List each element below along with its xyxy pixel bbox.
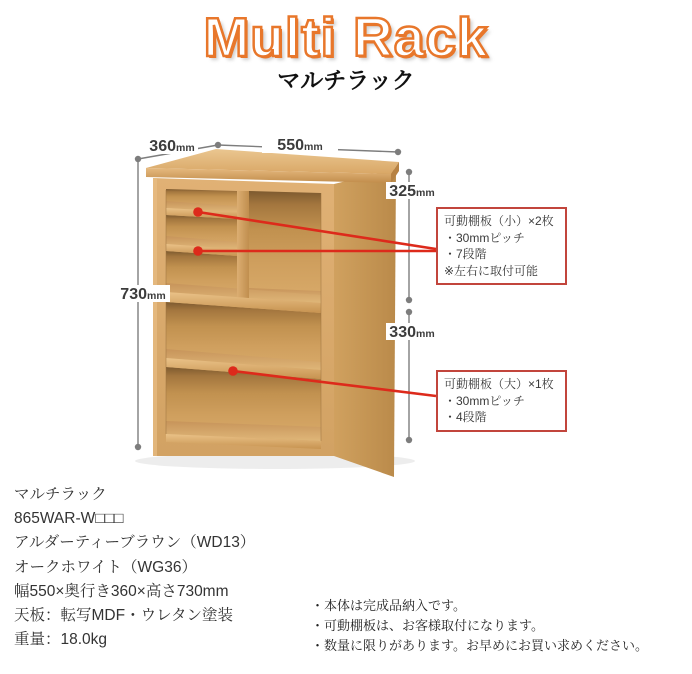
purchase-notes: [311, 596, 648, 655]
dimension-upper-label: 325mm: [389, 183, 435, 200]
note-line: ・可動棚板は、お客様取付になります。: [311, 617, 544, 633]
callout-line: ・4段階: [444, 410, 487, 424]
product-specs: [14, 483, 255, 652]
callout-line: 可動棚板（小）×2枚: [444, 214, 554, 228]
note-line: ・数量に限りがあります。お早めにお買い求めください。: [311, 637, 648, 653]
dimension-width-label: 550mm: [277, 137, 323, 154]
page-title: Multi Rack: [203, 6, 489, 68]
spec-size: 幅550×奥行き360×高さ730mm: [14, 582, 229, 600]
cabinet-body: [135, 149, 415, 477]
note-line: ・本体は完成品納入です。: [311, 598, 466, 613]
page-subtitle: マルチラック: [277, 67, 415, 93]
dimension-height: [135, 159, 141, 450]
callout-small-shelf: [436, 207, 567, 285]
callout-line: 可動棚板（大）×1枚: [444, 377, 554, 391]
spec-material: 天板：転写MDF・ウレタン塗装: [14, 607, 233, 625]
spec-color-white: オークホワイト（WG36）: [14, 558, 197, 576]
spec-color-brown: アルダーティーブラウン（WD13）: [14, 534, 256, 552]
spec-product-name: マルチラック: [14, 486, 107, 503]
dimension-lower-label: 330mm: [389, 324, 435, 341]
spec-model-number: 865WAR-W□□□: [14, 510, 124, 528]
dimension-height-label: 730mm: [120, 286, 166, 303]
shelf-annotation-dot: [193, 246, 203, 256]
spec-weight: 重量：18.0kg: [14, 631, 108, 649]
callout-line: ・30mmピッチ: [444, 393, 525, 408]
dimension-depth-label: 360mm: [149, 138, 195, 155]
callout-large-shelf: [436, 370, 567, 432]
shelf-annotation-dot: [228, 366, 238, 376]
callout-line: ・7段階: [444, 247, 487, 261]
shelf-annotation-dot: [193, 207, 203, 217]
callout-line: ・30mmピッチ: [444, 230, 525, 245]
callout-line: ※左右に取付可能: [444, 263, 539, 278]
